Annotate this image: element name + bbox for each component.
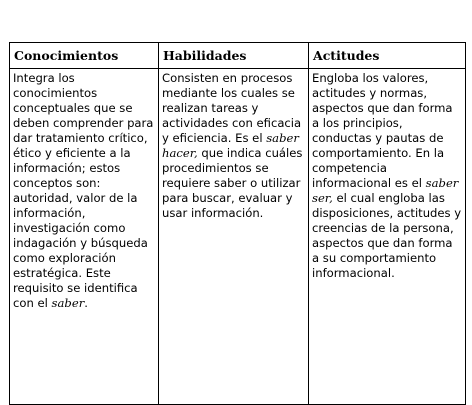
- header-habilidades: Habilidades: [159, 43, 309, 69]
- cell-text: el cual engloba las disposiciones, actitudes y creencias de la persona, aspectos que dan forma a su comportamiento informacional.: [312, 191, 462, 280]
- header-actitudes: Actitudes: [309, 43, 466, 69]
- cell-actitudes: [309, 69, 466, 405]
- cell-habilidades: [159, 69, 309, 405]
- header-conocimientos: Conocimientos: [10, 43, 159, 69]
- table-row: [10, 69, 466, 405]
- cell-text: que indica cuáles procedimientos se requiere saber o utilizar para buscar, evaluar y usar información.: [162, 146, 303, 220]
- cell-conocimientos: [10, 69, 159, 405]
- cell-italic-term: saber: [51, 296, 85, 310]
- cell-italic-term: saber ser,: [312, 176, 459, 205]
- cell-text: Integra los conocimientos conceptuales que se deben comprender para dar tratamiento crítico, ético y eficiente a la información; estos conceptos son: autoridad, valor de la información, investigación como indagación y búsqueda como exploración estratégica. Este requisito se identifica con el: [13, 71, 154, 310]
- cell-italic-term: saber hacer,: [162, 131, 299, 160]
- cell-text: Engloba los valores, actitudes y normas, aspectos que dan forma a los principios, conductas y pautas de comportamiento. En la competencia informacional es el: [312, 71, 453, 190]
- competencies-table: [9, 42, 466, 405]
- cell-text: .: [84, 296, 88, 310]
- table-header-row: [10, 43, 466, 69]
- cell-text: Consisten en procesos mediante los cuales se realizan tareas y actividades con eficacia y eficiencia. Es el: [162, 71, 302, 145]
